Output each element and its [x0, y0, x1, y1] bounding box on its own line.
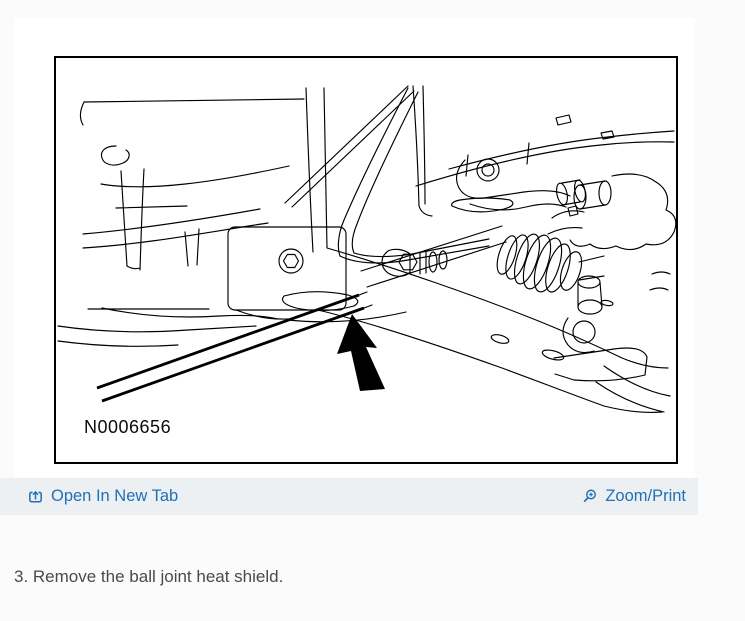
upper-arm [452, 159, 588, 216]
instruction-step: 3. Remove the ball joint heat shield. [14, 567, 284, 586]
open-in-new-tab-label: Open In New Tab [51, 487, 179, 506]
steering-knuckle [548, 174, 676, 412]
subframe-structure [285, 86, 489, 263]
cv-axle-shaft [361, 226, 506, 287]
open-in-new-tab-link[interactable] [27, 488, 178, 505]
zoom-magnifier-plus-icon [581, 488, 598, 505]
open-in-new-tab-icon [27, 488, 44, 505]
cv-boot [493, 231, 604, 295]
figure-frame [54, 56, 678, 464]
figure-line-art [56, 58, 676, 462]
content-panel [14, 18, 695, 478]
wheel-arch-lines [416, 115, 674, 186]
frame-rail [80, 99, 304, 270]
pointer-arrow [337, 314, 385, 391]
figure-label: N0006656 [84, 417, 172, 437]
zoom-print-link[interactable] [581, 488, 686, 505]
mounting-bracket [228, 227, 346, 310]
figure-toolbar [0, 478, 698, 515]
zoom-print-label: Zoom/Print [605, 487, 686, 506]
